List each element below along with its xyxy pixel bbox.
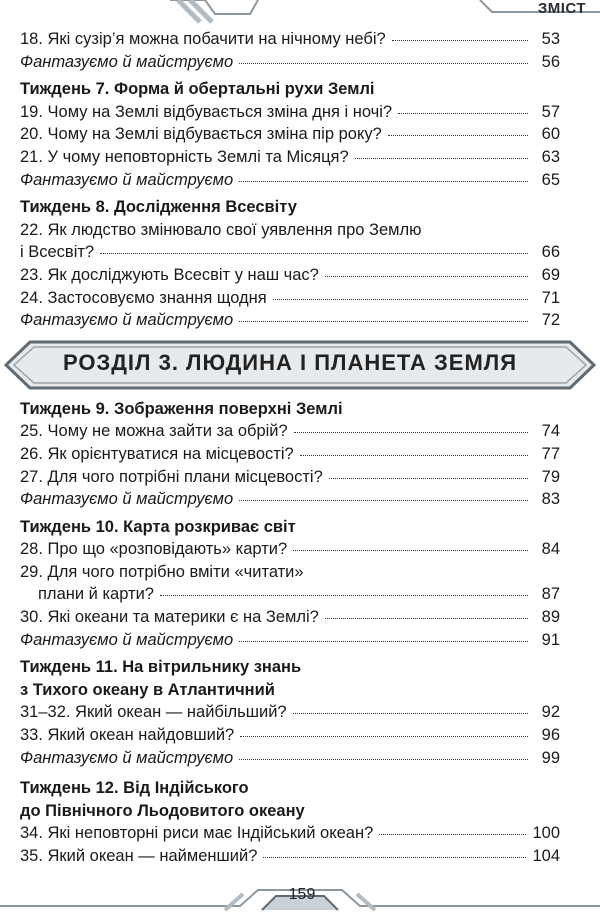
week-heading-continued: до Північного Льодовитого океану xyxy=(20,801,305,820)
toc-entry-title: 34. Які неповторні риси має Індійський океан? xyxy=(20,824,374,843)
toc-entry[interactable] xyxy=(20,123,560,146)
toc-entry-title: Фантазуємо й майструємо xyxy=(20,748,234,767)
leader-dots xyxy=(239,641,528,642)
leader-dots xyxy=(160,595,528,596)
toc-entry-title: 31–32. Який океан — найбільший? xyxy=(20,703,287,722)
toc-entry-title: 35. Який океан — найменший? xyxy=(20,847,258,865)
leader-dots xyxy=(293,550,528,551)
toc-entry-title: 26. Як орієнтуватися на місцевості? xyxy=(20,444,294,463)
leader-dots xyxy=(239,321,528,322)
leader-dots xyxy=(273,299,528,300)
toc-entry-title: 25. Чому не можна зайти за обрій? xyxy=(20,422,288,441)
leader-dots xyxy=(293,713,528,714)
toc-entry[interactable] xyxy=(20,169,560,192)
toc-entry[interactable] xyxy=(20,724,560,747)
toc-entry-title: 20. Чому на Землі відбувається зміна пір року? xyxy=(20,125,382,144)
toc-entry[interactable] xyxy=(20,488,560,511)
toc-page-number: 104 xyxy=(532,847,560,865)
toc-entry[interactable] xyxy=(20,747,560,770)
leader-dots xyxy=(239,63,528,64)
toc-page-number: 71 xyxy=(541,288,560,307)
toc-entry[interactable] xyxy=(20,28,560,51)
toc-page-number: 69 xyxy=(541,265,560,284)
toc-page-number: 74 xyxy=(541,422,560,441)
toc-page-number: 72 xyxy=(541,311,560,330)
toc-entry[interactable] xyxy=(20,241,560,264)
week-heading: Тиждень 11. На вітрильнику знань xyxy=(20,658,302,677)
week-heading: Тиждень 10. Карта розкриває світ xyxy=(20,517,296,536)
toc-entry-title: Фантазуємо й майструємо xyxy=(20,52,234,71)
toc-page-number: 79 xyxy=(541,467,560,486)
leader-dots xyxy=(325,618,528,619)
toc-entry-title: Фантазуємо й майструємо xyxy=(20,630,234,649)
toc-entry[interactable] xyxy=(20,101,560,124)
spacer xyxy=(20,769,560,777)
top-decorative-frame xyxy=(0,0,600,30)
section-banner xyxy=(0,338,580,392)
toc-entry-title: 27. Для чого потрібні плани місцевості? xyxy=(20,467,323,486)
page-number: 159 xyxy=(288,886,316,903)
toc-entry[interactable] xyxy=(20,420,560,443)
leader-dots xyxy=(239,181,528,182)
leader-dots xyxy=(329,478,528,479)
toc-entry[interactable] xyxy=(20,538,560,561)
toc-entry[interactable] xyxy=(20,264,560,287)
toc-entry[interactable] xyxy=(20,606,560,629)
toc-page-number: 65 xyxy=(541,170,560,189)
toc-page-number: 99 xyxy=(541,748,560,767)
toc-entry-title: 19. Чому на Землі відбувається зміна дня і ночі? xyxy=(20,102,393,121)
toc-page-number: 66 xyxy=(541,243,560,262)
toc-entry-title: 24. Застосовуємо знання щодня xyxy=(20,288,267,307)
week-heading: Тиждень 8. Дослідження Всесвіту xyxy=(20,198,297,217)
toc-page-number: 60 xyxy=(541,125,560,144)
leader-dots xyxy=(263,857,526,858)
leader-dots xyxy=(300,455,528,456)
toc-entry[interactable] xyxy=(20,443,560,466)
leader-dots xyxy=(379,834,526,835)
toc-entry[interactable] xyxy=(20,822,560,845)
toc-entry[interactable] xyxy=(20,701,560,724)
leader-dots xyxy=(100,253,528,254)
leader-dots xyxy=(398,113,528,114)
toc-entry-title: 21. У чому неповторність Землі та Місяця? xyxy=(20,147,349,166)
toc-entry-title-line: 22. Як людство змінювало свої уявлення про Землю xyxy=(20,220,422,239)
toc-entry-title: 23. Як досліджують Всесвіт у наш час? xyxy=(20,265,319,284)
toc-entry[interactable] xyxy=(20,146,560,169)
toc-entry-title: 28. Про що «розповідають» карти? xyxy=(20,540,288,559)
week-heading: Тиждень 12. Від Індійського xyxy=(20,779,249,798)
toc-page-number: 83 xyxy=(541,490,560,509)
section-title: РОЗДІЛ 3. ЛЮДИНА І ПЛАНЕТА ЗЕМЛЯ xyxy=(62,349,518,375)
leader-dots xyxy=(239,500,528,501)
toc-page-number: 91 xyxy=(541,630,560,649)
toc-entry[interactable] xyxy=(20,629,560,652)
toc-page-number: 89 xyxy=(541,608,560,627)
toc-page-number: 92 xyxy=(541,703,560,722)
leader-dots xyxy=(240,736,528,737)
toc-entry[interactable] xyxy=(20,845,560,868)
toc-entry[interactable] xyxy=(20,583,560,606)
toc-entry[interactable] xyxy=(20,309,560,332)
toc-entry[interactable] xyxy=(20,287,560,310)
toc-page-number: 100 xyxy=(532,824,560,843)
leader-dots xyxy=(239,759,528,760)
toc-entry-title: плани й карти? xyxy=(38,585,154,604)
toc-page-number: 87 xyxy=(541,585,560,604)
toc-page-number: 56 xyxy=(541,52,560,71)
toc-entry-title: Фантазуємо й майструємо xyxy=(20,170,234,189)
toc-entry-title: 33. Який океан найдовший? xyxy=(20,726,235,745)
toc-entry-title: і Всесвіт? xyxy=(20,243,95,262)
toc-entry[interactable] xyxy=(20,466,560,489)
toc-entry-title-line: 29. Для чого потрібно вміти «читати» xyxy=(20,562,304,581)
leader-dots xyxy=(388,135,528,136)
toc-entry-title: Фантазуємо й майструємо xyxy=(20,490,234,509)
week-heading: Тиждень 7. Форма й обертальні рухи Землі xyxy=(20,80,375,99)
leader-dots xyxy=(325,276,528,277)
leader-dots xyxy=(355,158,528,159)
toc-entry[interactable] xyxy=(20,51,560,74)
toc-page-number: 57 xyxy=(541,102,560,121)
leader-dots xyxy=(392,40,528,41)
toc-entry-title: 30. Які океани та материки є на Землі? xyxy=(20,608,319,627)
table-of-contents xyxy=(20,28,560,868)
toc-entry-title: Фантазуємо й майструємо xyxy=(20,311,234,330)
toc-page-number: 96 xyxy=(541,726,560,745)
week-heading: Тиждень 9. Зображення поверхні Землі xyxy=(20,399,343,418)
toc-page-number: 63 xyxy=(541,147,560,166)
toc-entry-title: 18. Які сузір’я можна побачити на нічному небі? xyxy=(20,30,386,48)
week-heading-continued: з Тихого океану в Атлантичний xyxy=(20,680,275,699)
toc-page-number: 53 xyxy=(541,30,560,48)
leader-dots xyxy=(294,432,528,433)
toc-page-number: 84 xyxy=(541,540,560,559)
toc-page-number: 77 xyxy=(541,444,560,463)
page-header-title: ЗМІСТ xyxy=(537,0,586,17)
